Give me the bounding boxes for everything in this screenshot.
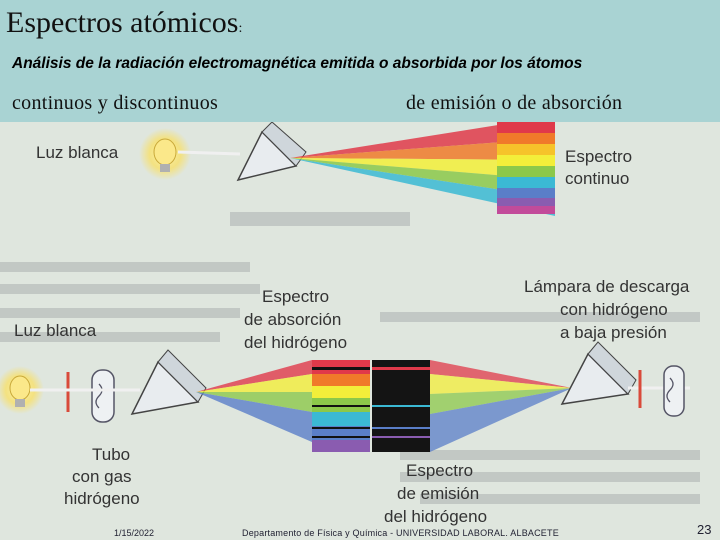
label-white-light-bottom: Luz blanca — [14, 321, 97, 340]
discharge-lamp — [664, 366, 684, 416]
page-number: 23 — [697, 522, 712, 537]
label-tube-line3: hidrógeno — [64, 489, 140, 508]
absorption-spectrum-fan — [196, 360, 312, 442]
label-white-light-top: Luz blanca — [36, 143, 119, 162]
label-emission-line2: de emisión — [397, 484, 480, 503]
label-continuous-line2: continuo — [565, 169, 630, 188]
label-emission-line1: Espectro — [406, 461, 474, 480]
label-absorption-line3: del hidrógeno — [244, 333, 348, 352]
light-beam-top — [178, 152, 240, 154]
label-lamp-line1: Lámpara de descarga — [524, 277, 690, 296]
slide-title: Espectros atómicos: — [6, 6, 243, 39]
label-absorption-line1: Espectro — [262, 287, 330, 306]
spectrum-type-continuous-discontinuous: continuos y discontinuos — [12, 92, 219, 114]
emission-spectrum-fan — [430, 360, 572, 452]
label-lamp-line3: a baja presión — [560, 323, 667, 342]
label-emission-line3: del hidrógeno — [384, 507, 488, 526]
label-tube-line1: Tubo — [92, 445, 131, 464]
label-continuous-line1: Espectro — [565, 147, 633, 166]
bulb-top — [139, 128, 191, 180]
prism-top — [238, 122, 306, 180]
slide-header — [0, 0, 720, 122]
absorption-spectrum-band — [312, 360, 370, 452]
prism-bottom-right — [562, 342, 636, 404]
spectra-figure — [0, 122, 720, 540]
spectrum-type-emission-absorption: de emisión o de absorción — [406, 92, 623, 114]
label-lamp-line2: con hidrógeno — [560, 300, 668, 319]
slide-subtitle: Análisis de la radiación electromagnética emitida o absorbida por los átomos — [12, 55, 583, 72]
continuous-spectrum-band — [497, 122, 555, 214]
footer-date: 1/15/2022 — [114, 528, 155, 538]
label-tube-line2: con gas — [72, 467, 132, 486]
spectra-illustration — [0, 122, 720, 540]
label-absorption-line2: de absorción — [244, 310, 342, 329]
prism-bottom-left — [132, 350, 206, 414]
emission-spectrum-band — [372, 360, 430, 452]
footer-department: Departamento de Física y Química - UNIVERSIDAD LABORAL. ALBACETE — [242, 528, 559, 538]
gas-tube-left — [92, 370, 114, 422]
